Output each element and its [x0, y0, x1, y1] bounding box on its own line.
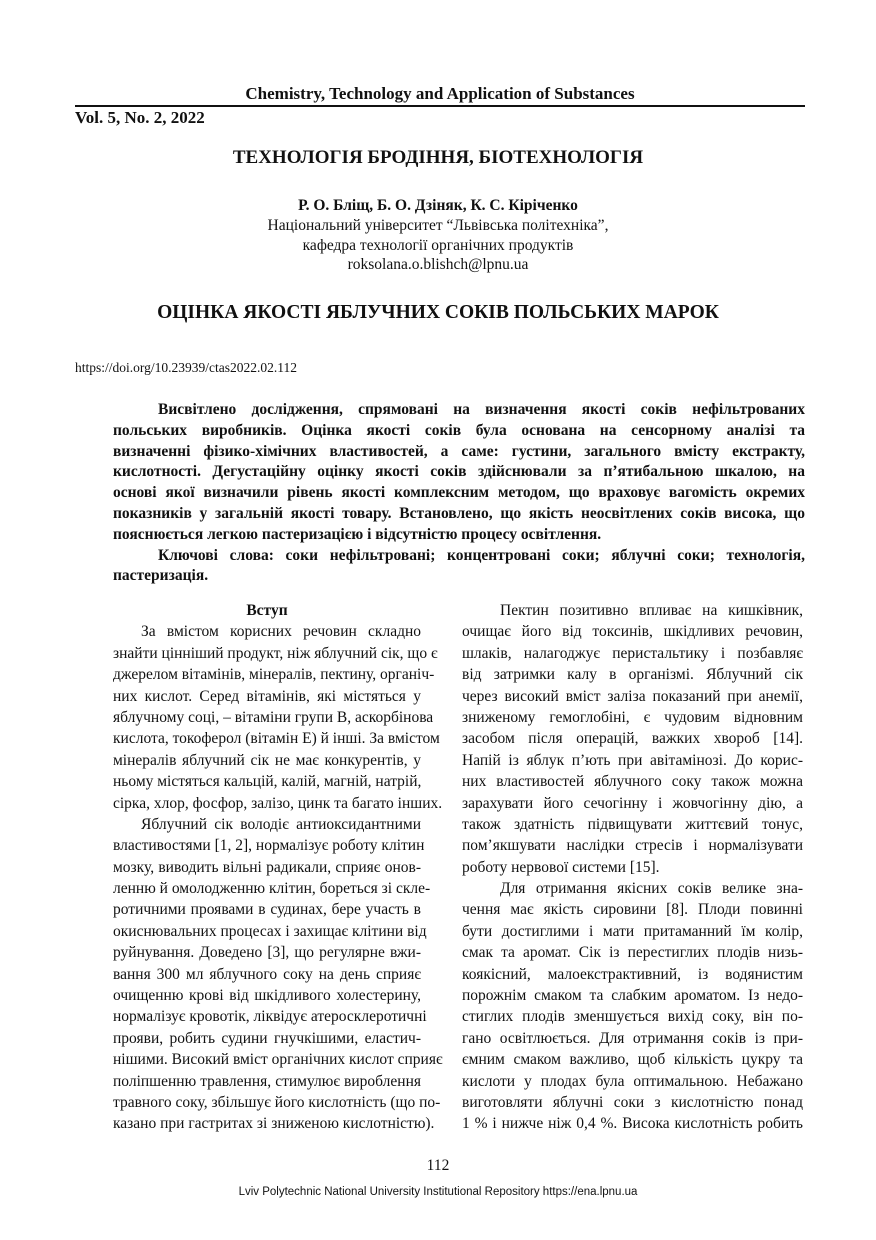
- text-line: окиснювальних процесах і захищає клітини від: [113, 922, 427, 940]
- text-line: пом’якшувати наслідки стресів і нормалізувати: [462, 837, 803, 855]
- journal-title: Chemistry, Technology and Application of Substances: [245, 84, 635, 103]
- text-line: 1 % і нижче ніж 0,4 %. Висока кислотність робить: [462, 1115, 803, 1133]
- text-line: зниженому гемоглобіні, є чудовим відновним: [462, 708, 803, 726]
- volume-info: Vol. 5, No. 2, 2022: [75, 108, 205, 127]
- text-line: також здатність підвищувати життєвий тонус,: [462, 815, 803, 833]
- text-line: кислоти у плодах була оптимальною. Небажано: [462, 1072, 803, 1090]
- text-line: польських виробників. Оцінка якості соків була основана на сенсорному аналізі та: [113, 421, 805, 439]
- text-line: мозку, виводить вільні радикали, сприяє онов-: [113, 858, 421, 876]
- text-line: них кислот. Серед вітамінів, які містяться у: [113, 687, 421, 705]
- text-line: засобом після операцій, важких хвороб [14].: [462, 730, 803, 748]
- paragraph: [113, 621, 443, 814]
- section-heading: ТЕХНОЛОГІЯ БРОДІННЯ, БІОТЕХНОЛОГІЯ: [232, 147, 644, 168]
- text-line: Висвітлено дослідження, спрямовані на визначення якості соків нефільтрованих: [158, 401, 805, 418]
- text-line: шлаків, налагоджує перистальтику і позбавляє: [462, 644, 803, 662]
- text-line: від затримки калу в організмі. Яблучний сік: [462, 666, 803, 684]
- text-line: За вмістом корисних речовин складно: [141, 623, 421, 641]
- text-line: травного соку, збільшує його кислотність (що по-: [113, 1093, 441, 1111]
- paragraph: [462, 600, 803, 878]
- paragraph: [113, 400, 805, 546]
- text-line: Напій із яблук п’ють при авітамінозі. До корис-: [462, 751, 803, 769]
- text-line: вання 300 мл яблучного соку на день сприяє: [113, 965, 421, 983]
- paragraph: [462, 878, 803, 1135]
- text-line: Ключові слова: соки нефільтровані; концентровані соки; яблучні соки; технологія,: [158, 546, 805, 564]
- text-line: нішими. Високий вміст органічних кислот сприяє: [113, 1051, 443, 1069]
- paragraph: [113, 814, 443, 1135]
- text-line: яблучному соці, – вітаміни групи В, аскорбінова: [113, 708, 434, 726]
- affiliation-university: Національний університет “Львівська політехніка”,: [267, 217, 609, 234]
- text-line: пояснюється легкою пастеризацією і відсутністю процесу освітлення.: [113, 525, 602, 543]
- section-heading-intro: Вступ: [246, 602, 288, 619]
- text-line: Для отримання якісних соків велике зна-: [500, 880, 803, 898]
- text-line: коякісний, малоекстрактивний, із водянистим: [462, 965, 803, 983]
- text-line: них властивостей яблучного соку також можна: [462, 773, 803, 791]
- page-number: 112: [426, 1157, 450, 1174]
- paragraph: [113, 546, 805, 588]
- text-line: Яблучний сік володіє антиоксидантними: [141, 815, 421, 833]
- text-line: ленню й омолодженню клітин, бореться зі скле-: [113, 880, 431, 898]
- left-column: [113, 600, 443, 1135]
- text-line: чення має якість сировини [8]. Плоди повинні: [462, 901, 803, 919]
- authors: Р. О. Бліщ, Б. О. Дзіняк, К. С. Кіріченко: [298, 197, 578, 214]
- text-line: руйнування. Доведено [3], що регулярне вжи-: [113, 944, 421, 962]
- text-line: прояви, робить судини гнучкішими, еластич-: [113, 1029, 421, 1047]
- text-line: нормалізує кровотік, ліквідує атеросклеротичні: [113, 1008, 427, 1026]
- text-line: основі якої визначили рівень якості комплексним методом, що враховує вагомість окремих: [113, 484, 805, 502]
- text-line: ємним смаком важливо, щоб кількість цукру та: [462, 1051, 803, 1069]
- text-line: роботу нервової системи [15].: [462, 858, 660, 876]
- doi-link[interactable]: https://doi.org/10.23939/ctas2022.02.112: [75, 360, 297, 375]
- text-line: очищає його від токсинів, шкідливих речовин,: [462, 623, 803, 641]
- text-line: зарахувати його сечогінну і жовчогінну дію, а: [462, 794, 803, 812]
- text-line: ньому містяться кальцій, калій, магній, натрій,: [113, 773, 422, 791]
- text-line: знайти цінніший продукт, ніж яблучний сік, що є: [113, 644, 438, 662]
- text-line: порожнім смаком та слабким ароматом. Із недо-: [462, 987, 803, 1005]
- right-column: [462, 600, 803, 1135]
- text-line: властивостями [1, 2], нормалізує роботу клітин: [113, 837, 425, 855]
- text-line: гано освітлюється. Для отримання соків із при-: [462, 1029, 803, 1047]
- article-title: ОЦІНКА ЯКОСТІ ЯБЛУЧНИХ СОКІВ ПОЛЬСЬКИХ МАРОК: [157, 302, 719, 323]
- text-line: сірка, хлор, фосфор, залізо, цинк та багато інших.: [113, 794, 443, 812]
- text-line: поліпшенню травлення, стимулює вироблення: [113, 1072, 421, 1090]
- text-line: показників у загальній якості товару. Встановлено, що якість неосвітлених соків висока, що: [113, 504, 805, 522]
- text-line: мінералів яблучний сік не має конкурентів, у: [113, 751, 421, 769]
- header-rule: [75, 105, 805, 107]
- text-line: Пектин позитивно впливає на кишківник,: [500, 602, 803, 619]
- text-line: пастеризація.: [113, 567, 209, 585]
- text-line: смак та аромат. Сік із перестиглих плодів низь-: [462, 944, 803, 962]
- text-line: визначенні фізико-хімічних властивостей, а саме: густини, загального вмісту екстракту,: [113, 442, 805, 460]
- repository-footer: Lviv Polytechnic National University Institutional Repository https://ena.lpnu.ua: [238, 1186, 638, 1198]
- text-line: казано при гастритах зі зниженою кислотністю).: [113, 1115, 435, 1133]
- text-line: виготовляти яблучні соки з кислотністю понад: [462, 1093, 803, 1111]
- text-line: ротичними проявами в судинах, бере участь в: [113, 901, 421, 919]
- text-line: через високий вміст заліза показаний при анемії,: [462, 687, 803, 705]
- abstract: [113, 400, 805, 587]
- text-line: кислота, токоферол (вітамін Е) й інші. За вмістом: [113, 730, 440, 748]
- author-email[interactable]: roksolana.o.blishch@lpnu.ua: [347, 256, 529, 273]
- affiliation-department: кафедра технології органічних продуктів: [302, 237, 574, 254]
- text-line: джерелом вітамінів, мінералів, пектину, органіч-: [113, 666, 435, 684]
- text-line: кислотності. Дегустаційну оцінку якості соків здійснювали за п’ятибальною шкалою, на: [113, 463, 805, 481]
- text-line: бути достиглими і мати притаманний їм колір,: [462, 922, 803, 940]
- text-line: стиглих плодів зменшується вихід соку, він по-: [462, 1008, 803, 1026]
- text-line: очищенню крові від шкідливого холестерину,: [113, 987, 421, 1005]
